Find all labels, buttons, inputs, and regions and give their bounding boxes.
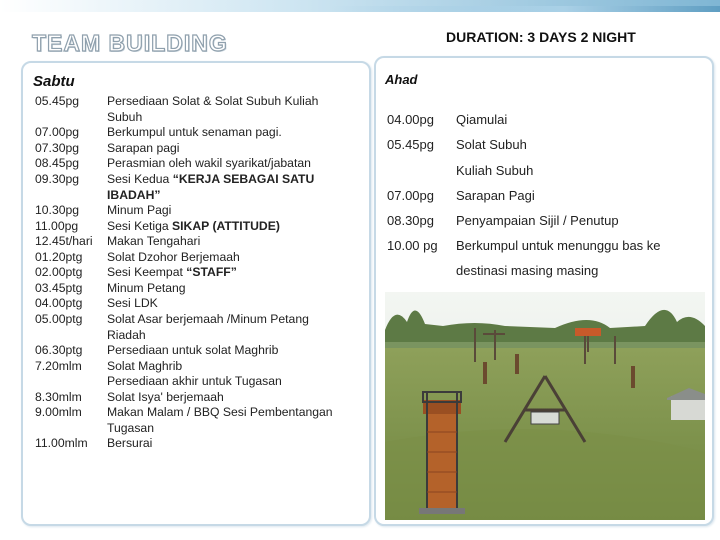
schedule-activity: Sesi Keempat “STAFF”: [107, 265, 237, 279]
schedule-activity: Perasmian oleh wakil syarikat/jabatan: [107, 156, 311, 170]
schedule-activity: Persediaan untuk solat Maghrib: [107, 343, 279, 357]
schedule-activity: Makan Tengahari: [107, 234, 201, 248]
schedule-time: 9.00mlm: [35, 405, 82, 419]
schedule-time: 04.00ptg: [35, 296, 83, 310]
schedule-time: 03.45ptg: [35, 281, 83, 295]
schedule-activity: Solat Maghrib: [107, 359, 183, 373]
schedule-activity: Sarapan pagi: [107, 141, 180, 155]
schedule-time: 08.45pg: [35, 156, 80, 170]
schedule-activity: Bersurai: [107, 436, 153, 450]
schedule-time: 05.45pg: [35, 94, 80, 108]
schedule-activity: Berkumpul untuk menunggu bas ke: [456, 238, 661, 253]
schedule-time: 08.30pg: [387, 213, 434, 228]
schedule-time: 7.20mlm: [35, 359, 82, 373]
page-title: TEAM BUILDING: [32, 30, 228, 56]
schedule-activity: Persediaan Solat & Solat Subuh Kuliah Subuh: [107, 94, 319, 124]
schedule-activity: Solat Subuh: [456, 137, 527, 152]
schedule-time: 06.30ptg: [35, 343, 83, 357]
schedule-time: 11.00pg: [35, 219, 79, 233]
schedule-time: 07.00pg: [387, 188, 434, 203]
day-heading-sunday: Ahad: [385, 72, 418, 87]
schedule-activity: Sarapan Pagi: [456, 188, 535, 203]
schedule-activity: Minum Petang: [107, 281, 186, 295]
schedule-activity: Sesi Kedua “KERJA SEBAGAI SATU IBADAH”: [107, 172, 315, 202]
schedule-activity: Qiamulai: [456, 112, 508, 127]
schedule-time: 8.30mlm: [35, 390, 82, 404]
schedule-time: 10.30pg: [35, 203, 80, 217]
schedule-activity: Berkumpul untuk senaman pagi.: [107, 125, 282, 139]
schedule-time: 01.20ptg: [35, 250, 83, 264]
schedule-activity: Penyampaian Sijil / Penutup: [456, 213, 619, 228]
schedule-activity: Solat Dzohor Berjemaah: [107, 250, 240, 264]
schedule-activity: Solat Asar berjemaah /Minum Petang Riadah: [107, 312, 309, 342]
day-heading-saturday: Sabtu: [33, 73, 75, 90]
schedule-activity: Makan Malam / BBQ Sesi Pembentangan Tugasan: [107, 405, 333, 435]
schedule-activity: Minum Pagi: [107, 203, 172, 217]
schedule-time: 07.00pg: [35, 125, 80, 139]
top-banner: [0, 0, 720, 12]
schedule-time: 12.45t/hari: [35, 234, 93, 248]
schedule-activity: Persediaan akhir untuk Tugasan: [107, 374, 282, 388]
schedule-time: 02.00ptg: [35, 265, 83, 279]
duration-label: DURATION: 3 DAYS 2 NIGHT: [446, 29, 636, 45]
schedule-time: 07.30pg: [35, 141, 80, 155]
team-building-field-photo: [385, 292, 705, 520]
schedule-activity: Kuliah Subuh: [456, 163, 534, 178]
schedule-activity: Solat Isya' berjemaah: [107, 390, 224, 404]
schedule-time: 05.45pg: [387, 137, 434, 152]
schedule-time: 11.00mlm: [35, 436, 88, 450]
schedule-activity: destinasi masing masing: [456, 263, 599, 278]
schedule-time: 04.00pg: [387, 112, 434, 127]
schedule-time: 09.30pg: [35, 172, 80, 186]
schedule-activity: Sesi LDK: [107, 296, 158, 310]
schedule-time: 05.00ptg: [35, 312, 83, 326]
schedule-time: 10.00 pg: [387, 238, 438, 253]
schedule-activity: Sesi Ketiga SIKAP (ATTITUDE): [107, 219, 280, 233]
